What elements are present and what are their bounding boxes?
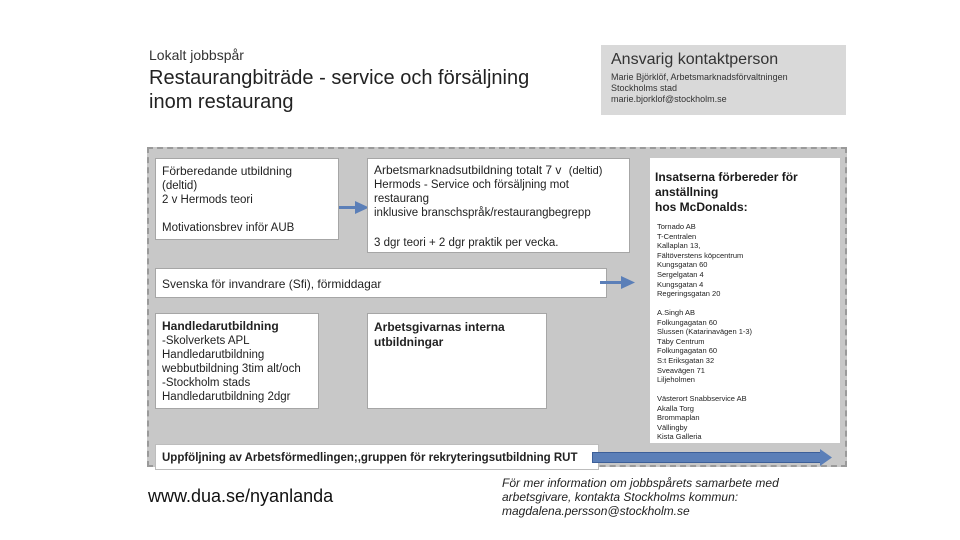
contact-box [601,45,846,115]
info-line-1: För mer information om jobbspårets samarbete med [502,476,779,490]
aub-line-3: inklusive branschspråk/restaurangbegrepp [374,207,591,219]
aub-line-2: restaurang [374,193,429,205]
handledare-line-5: Handledarutbildning 2dgr [162,391,291,403]
list-item: Slussen (Katarinavägen 1-3) [657,327,753,337]
list-item: Täby Centrum [657,336,705,346]
aub-box [367,158,630,253]
employer-line-1: Arbetsgivarnas interna [374,320,505,334]
website-link[interactable]: www.dua.se/nyanlanda [148,486,334,506]
prep-line-1: (deltid) [162,180,198,192]
aub-title [374,163,602,178]
prep-letter: Motivationsbrev inför AUB [162,222,295,234]
track-label: Lokalt jobbspår [149,47,244,63]
list-item: Liljeholmen [657,375,695,385]
employer-line-2: utbildningar [374,335,444,349]
list-item: Folkungagatan 60 [657,346,718,356]
sfi-label: Svenska för invandrare (Sfi), förmiddagar [162,277,382,291]
location-group-2 [657,308,752,385]
list-item: Kungsgatan 60 [657,260,708,270]
list-item: Folkungagatan 60 [657,317,718,327]
employer-heading-2: anställning [655,185,719,199]
list-item: Kista Galleria [657,432,702,442]
aub-line-1: Hermods - Service och försäljning mot [374,179,569,191]
prep-title: Förberedande utbildning [162,164,293,178]
handledare-line-1: -Skolverkets APL [162,335,250,347]
title-line-1: Restaurangbiträde - service och försäljning [149,67,530,89]
arrow-head-icon [820,449,832,466]
list-item: Sveavägen 71 [657,365,705,375]
list-item: Kungsgatan 4 [657,279,704,289]
aub-schedule: 3 dgr teori + 2 dgr praktik per vecka. [374,237,559,249]
contact-email: marie.bjorklof@stockholm.se [611,94,727,104]
more-info-text [502,476,779,518]
list-item: Sergelgatan 4 [657,269,704,279]
location-group-3 [657,394,747,442]
handledare-line-3: webbutbildning 3tim alt/och [162,363,301,375]
contact-org: Stockholms stad [611,83,678,93]
aub-title-main: Arbetsmarknadsutbildning totalt 7 v [374,163,562,177]
followup-bar [155,444,599,470]
list-item: T-Centralen [657,231,697,241]
contact-name: Marie Björklöf, Arbetsmarknadsförvaltningen [611,72,788,82]
info-line-2: arbetsgivare, kontakta Stockholms kommun: [502,490,739,504]
employer-training-box [367,313,547,409]
list-item: Fältöverstens köpcentrum [657,250,744,260]
handledare-line-2: Handledarutbildning [162,349,265,361]
list-item: Tornado AB [657,222,696,231]
followup-label: Uppföljning av Arbetsförmedlingen;,gruppen för rekryteringsutbildning RUT [162,452,578,464]
handledare-line-4: -Stockholm stads [162,377,251,389]
list-item: Brommaplan [657,413,700,423]
contact-heading: Ansvarig kontaktperson [611,51,779,68]
employer-heading-3: hos McDonalds: [655,200,748,214]
title-line-2: inom restaurang [149,91,294,113]
list-item: Västerort Snabbservice AB [657,394,747,403]
info-email[interactable]: magdalena.persson@stockholm.se [502,504,690,518]
sfi-bar [155,268,607,298]
employer-column [650,158,840,443]
list-item: Regeringsgatan 20 [657,289,721,299]
location-group-1 [657,222,743,299]
list-item: Kallaplan 13, [657,241,701,251]
arrow-head-icon [621,276,635,289]
aub-title-suffix: (deltid) [568,165,603,177]
handledare-title: Handledarutbildning [162,319,279,333]
employer-heading-1: Insatserna förbereder för [655,170,798,184]
page-title [149,66,589,114]
employer-heading [655,170,798,215]
list-item: A.Singh AB [657,308,695,317]
list-item: Vällingby [657,422,688,432]
list-item: S:t Eriksgatan 32 [657,355,715,365]
handledare-box [155,313,319,409]
prep-box [155,158,339,240]
followup-arrow [592,452,824,463]
prep-line-2: 2 v Hermods teori [162,194,253,206]
list-item: Akalla Torg [657,403,694,413]
